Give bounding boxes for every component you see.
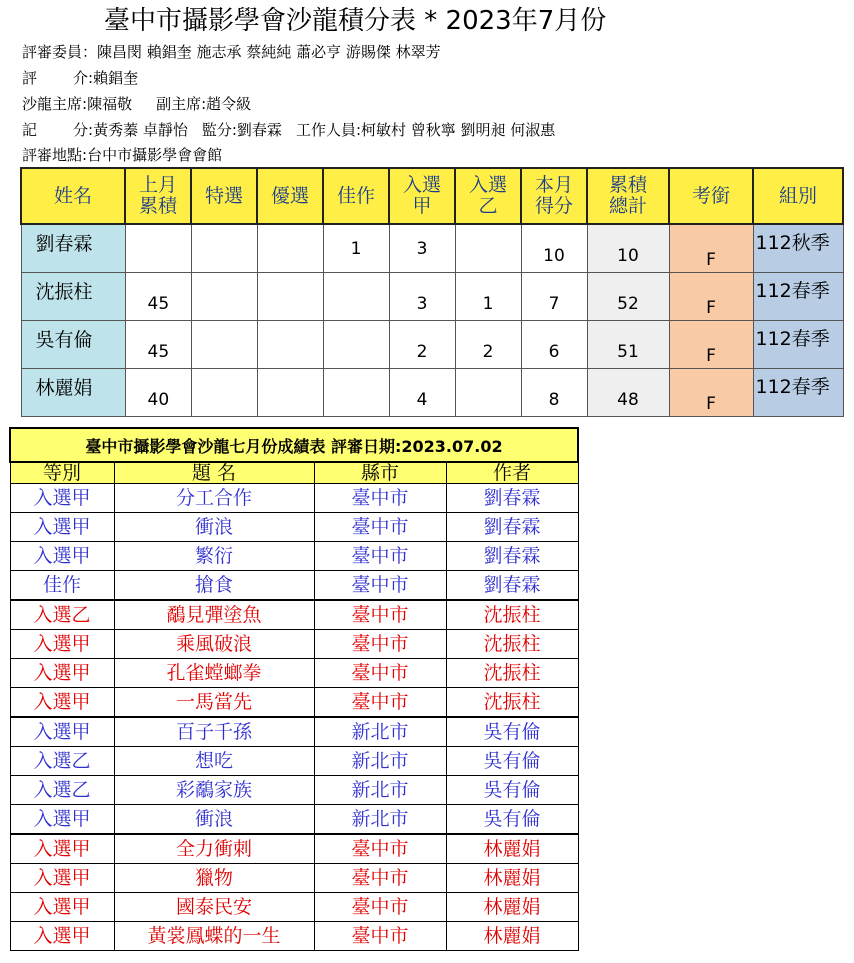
result-city-cell: 臺中市 bbox=[314, 864, 446, 893]
score-a-cell: 4 bbox=[389, 369, 455, 417]
score-table bbox=[20, 167, 844, 417]
header-select-b: 入選 乙 bbox=[455, 168, 521, 224]
score-excellent-cell bbox=[257, 369, 323, 417]
result-author-cell: 林麗娟 bbox=[446, 893, 578, 922]
result-row bbox=[10, 571, 578, 601]
score-total-cell: 52 bbox=[587, 273, 669, 321]
result-author-cell: 吳有倫 bbox=[446, 717, 578, 747]
result-row bbox=[10, 484, 578, 513]
score-total-cell: 10 bbox=[587, 224, 669, 273]
header-prev: 上月 累積 bbox=[125, 168, 191, 224]
record-label-b: 分: bbox=[73, 121, 94, 139]
result-author-cell: 吳有倫 bbox=[446, 776, 578, 805]
score-special-cell bbox=[191, 273, 257, 321]
score-header-row bbox=[21, 168, 843, 224]
result-author-cell: 劉春霖 bbox=[446, 513, 578, 542]
result-city-cell: 臺中市 bbox=[314, 630, 446, 659]
score-b-cell bbox=[455, 224, 521, 273]
venue-line bbox=[22, 145, 222, 165]
result-author-cell: 林麗娟 bbox=[446, 834, 578, 864]
result-row bbox=[10, 542, 578, 571]
score-row bbox=[21, 273, 843, 321]
result-caption: 臺中市攝影學會沙龍七月份成績表 評審日期:2023.07.02 bbox=[10, 428, 578, 462]
result-city-cell: 臺中市 bbox=[314, 571, 446, 601]
result-rank-cell: 入選乙 bbox=[10, 747, 114, 776]
result-header-row bbox=[10, 462, 578, 484]
score-special-cell bbox=[191, 369, 257, 417]
result-city-cell: 新北市 bbox=[314, 805, 446, 835]
result-rank-cell: 入選甲 bbox=[10, 630, 114, 659]
result-title-cell: 國泰民安 bbox=[114, 893, 314, 922]
score-a-cell: 3 bbox=[389, 224, 455, 273]
result-row bbox=[10, 513, 578, 542]
score-grade-cell: F bbox=[669, 224, 753, 273]
result-title-cell: 搶食 bbox=[114, 571, 314, 601]
result-title-cell: 百子千孫 bbox=[114, 717, 314, 747]
header-merit: 佳作 bbox=[323, 168, 389, 224]
result-author-cell: 沈振柱 bbox=[446, 600, 578, 630]
result-rank-cell: 入選甲 bbox=[10, 688, 114, 718]
score-group-cell: 112春季 bbox=[753, 369, 843, 417]
result-rank-cell: 入選乙 bbox=[10, 600, 114, 630]
vice-value: 趙令級 bbox=[206, 95, 252, 113]
result-author-cell: 沈振柱 bbox=[446, 688, 578, 718]
score-merit-cell bbox=[323, 273, 389, 321]
score-name-cell: 林麗娟 bbox=[21, 369, 125, 417]
result-row bbox=[10, 717, 578, 747]
result-rank-cell: 入選甲 bbox=[10, 542, 114, 571]
result-city-cell: 新北市 bbox=[314, 776, 446, 805]
intro-line bbox=[22, 68, 138, 88]
judges-value: 陳昌閔 賴錩奎 施志承 蔡純純 蕭必亨 游賜傑 林翠芳 bbox=[97, 43, 441, 61]
judges-label: 評審委員： bbox=[22, 43, 98, 61]
record-value: 黃秀蓁 卓靜怡 bbox=[93, 121, 188, 139]
score-b-cell bbox=[455, 369, 521, 417]
header-total: 累積 總計 bbox=[587, 168, 669, 224]
result-title-cell: 獵物 bbox=[114, 864, 314, 893]
staff-label: 工作人員: bbox=[295, 121, 361, 139]
score-name-cell: 沈振柱 bbox=[21, 273, 125, 321]
score-a-cell: 3 bbox=[389, 273, 455, 321]
score-row bbox=[21, 224, 843, 273]
score-grade-cell: F bbox=[669, 321, 753, 369]
score-merit-cell: 1 bbox=[323, 224, 389, 273]
header-name: 姓名 bbox=[21, 168, 125, 224]
result-title-cell: 衝浪 bbox=[114, 805, 314, 835]
record-label-a: 記 bbox=[22, 121, 38, 139]
header-month: 本月 得分 bbox=[521, 168, 587, 224]
result-row bbox=[10, 834, 578, 864]
result-rank-cell: 入選甲 bbox=[10, 893, 114, 922]
score-grade-cell: F bbox=[669, 273, 753, 321]
result-rank-cell: 入選甲 bbox=[10, 864, 114, 893]
score-prev-cell: 45 bbox=[125, 273, 191, 321]
judges-line bbox=[22, 42, 441, 62]
header-special: 特選 bbox=[191, 168, 257, 224]
result-city-cell: 臺中市 bbox=[314, 688, 446, 718]
result-rank-cell: 入選甲 bbox=[10, 659, 114, 688]
result-city-cell: 臺中市 bbox=[314, 513, 446, 542]
result-author-cell: 林麗娟 bbox=[446, 922, 578, 951]
intro-value: 賴錩奎 bbox=[93, 69, 139, 87]
score-group-cell: 112春季 bbox=[753, 321, 843, 369]
score-merit-cell bbox=[323, 321, 389, 369]
result-author-cell: 劉春霖 bbox=[446, 542, 578, 571]
score-excellent-cell bbox=[257, 321, 323, 369]
vice-label: 副主席: bbox=[156, 95, 207, 113]
result-title-cell: 黃裳鳳蝶的一生 bbox=[114, 922, 314, 951]
score-excellent-cell bbox=[257, 224, 323, 273]
page-title: 臺中市攝影學會沙龍積分表 * 2023年7月份 bbox=[104, 6, 607, 36]
result-row bbox=[10, 659, 578, 688]
result-author-cell: 林麗娟 bbox=[446, 864, 578, 893]
result-table bbox=[9, 427, 579, 951]
venue-label: 評審地點: bbox=[22, 146, 88, 164]
score-merit-cell bbox=[323, 369, 389, 417]
result-author-cell: 吳有倫 bbox=[446, 747, 578, 776]
result-title-cell: 繁衍 bbox=[114, 542, 314, 571]
result-author-cell: 沈振柱 bbox=[446, 630, 578, 659]
score-b-cell: 1 bbox=[455, 273, 521, 321]
score-name-cell: 劉春霖 bbox=[21, 224, 125, 273]
score-prev-cell: 45 bbox=[125, 321, 191, 369]
result-rank-cell: 入選甲 bbox=[10, 805, 114, 835]
result-city-cell: 臺中市 bbox=[314, 893, 446, 922]
score-total-cell: 48 bbox=[587, 369, 669, 417]
result-rank-cell: 入選甲 bbox=[10, 484, 114, 513]
result-title-cell: 孔雀螳螂拳 bbox=[114, 659, 314, 688]
result-row bbox=[10, 630, 578, 659]
result-city-cell: 臺中市 bbox=[314, 922, 446, 951]
result-title-cell: 想吃 bbox=[114, 747, 314, 776]
result-city-cell: 臺中市 bbox=[314, 600, 446, 630]
header-select-a: 入選 甲 bbox=[389, 168, 455, 224]
score-b-cell: 2 bbox=[455, 321, 521, 369]
score-row bbox=[21, 321, 843, 369]
score-month-cell: 10 bbox=[521, 224, 587, 273]
header-excellent: 優選 bbox=[257, 168, 323, 224]
score-prev-cell bbox=[125, 224, 191, 273]
result-city-cell: 臺中市 bbox=[314, 834, 446, 864]
chair-label: 沙龍主席: bbox=[22, 95, 88, 113]
score-month-cell: 7 bbox=[521, 273, 587, 321]
intro-label-a: 評 bbox=[22, 69, 38, 87]
score-prev-cell: 40 bbox=[125, 369, 191, 417]
result-row bbox=[10, 805, 578, 835]
result-author-cell: 沈振柱 bbox=[446, 659, 578, 688]
result-row bbox=[10, 600, 578, 630]
staff-value: 柯敏村 曾秋寧 劉明昶 何淑惠 bbox=[361, 121, 556, 139]
chair-value: 陳福敬 bbox=[87, 95, 133, 113]
score-grade-cell: F bbox=[669, 369, 753, 417]
result-row bbox=[10, 893, 578, 922]
result-city-cell: 臺中市 bbox=[314, 542, 446, 571]
score-group-cell: 112秋季 bbox=[753, 224, 843, 273]
result-title-cell: 分工合作 bbox=[114, 484, 314, 513]
record-line bbox=[22, 120, 555, 140]
score-month-cell: 6 bbox=[521, 321, 587, 369]
result-city-cell: 臺中市 bbox=[314, 484, 446, 513]
result-title-cell: 全力衝刺 bbox=[114, 834, 314, 864]
result-rank-cell: 入選甲 bbox=[10, 922, 114, 951]
venue-value: 台中市攝影學會會館 bbox=[87, 146, 223, 164]
chair-line bbox=[22, 94, 251, 114]
header-city: 縣市 bbox=[314, 462, 446, 484]
score-total-cell: 51 bbox=[587, 321, 669, 369]
result-city-cell: 新北市 bbox=[314, 717, 446, 747]
intro-label-b: 介: bbox=[73, 69, 94, 87]
header-grade: 考銜 bbox=[669, 168, 753, 224]
result-rank-cell: 入選甲 bbox=[10, 513, 114, 542]
result-title-cell: 乘風破浪 bbox=[114, 630, 314, 659]
header-author: 作者 bbox=[446, 462, 578, 484]
header-title: 題 名 bbox=[114, 462, 314, 484]
score-special-cell bbox=[191, 321, 257, 369]
result-city-cell: 臺中市 bbox=[314, 659, 446, 688]
score-a-cell: 2 bbox=[389, 321, 455, 369]
score-special-cell bbox=[191, 224, 257, 273]
result-author-cell: 吳有倫 bbox=[446, 805, 578, 835]
score-month-cell: 8 bbox=[521, 369, 587, 417]
result-row bbox=[10, 776, 578, 805]
score-name-cell: 吳有倫 bbox=[21, 321, 125, 369]
result-row bbox=[10, 864, 578, 893]
result-author-cell: 劉春霖 bbox=[446, 484, 578, 513]
score-group-cell: 112春季 bbox=[753, 273, 843, 321]
result-city-cell: 新北市 bbox=[314, 747, 446, 776]
result-title-cell: 鷸見彈塗魚 bbox=[114, 600, 314, 630]
result-row bbox=[10, 747, 578, 776]
result-title-cell: 衝浪 bbox=[114, 513, 314, 542]
supervise-value: 劉春霖 bbox=[236, 121, 282, 139]
result-title-cell: 一馬當先 bbox=[114, 688, 314, 718]
result-rank-cell: 佳作 bbox=[10, 571, 114, 601]
score-row bbox=[21, 369, 843, 417]
result-rank-cell: 入選乙 bbox=[10, 776, 114, 805]
score-excellent-cell bbox=[257, 273, 323, 321]
result-row bbox=[10, 922, 578, 951]
result-title-cell: 彩鷸家族 bbox=[114, 776, 314, 805]
header-rank: 等別 bbox=[10, 462, 114, 484]
result-rank-cell: 入選甲 bbox=[10, 834, 114, 864]
supervise-label: 監分: bbox=[201, 121, 237, 139]
header-group: 組別 bbox=[753, 168, 843, 224]
result-row bbox=[10, 688, 578, 718]
result-rank-cell: 入選甲 bbox=[10, 717, 114, 747]
result-author-cell: 劉春霖 bbox=[446, 571, 578, 601]
